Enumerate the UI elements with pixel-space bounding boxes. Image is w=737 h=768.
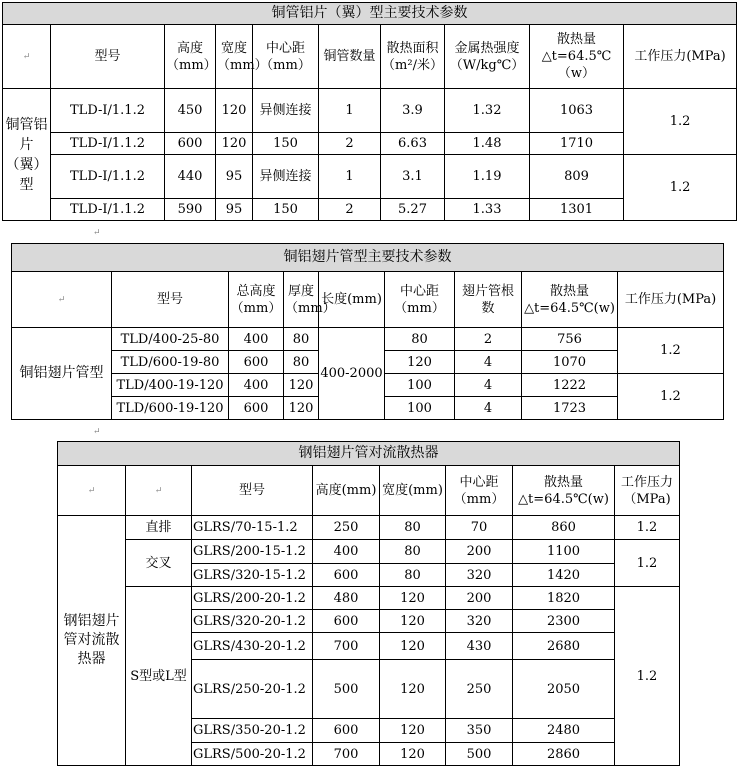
table-cell: 120 xyxy=(284,397,319,420)
table1-pressure: 1.2 xyxy=(624,155,737,221)
table2-title: 铜铝翅片管型主要技术参数 xyxy=(12,244,724,272)
table3-header-model: 型号 xyxy=(192,466,313,516)
table1-title: 铜管铝片（翼）型主要技术参数 xyxy=(3,3,737,25)
table-cell: GLRS/200-15-1.2 xyxy=(192,540,313,564)
table2-header-length: 长度(mm) xyxy=(319,272,385,328)
table1-header-area: 散热面积（m²/米） xyxy=(381,25,445,89)
table2-header-thickness: 厚度（mm） xyxy=(284,272,319,328)
table-cell: 95 xyxy=(216,155,253,199)
table-cell: 250 xyxy=(313,516,380,540)
table-cell: 1.48 xyxy=(445,133,530,155)
table2-header-center: 中心距（mm） xyxy=(385,272,455,328)
table1-header-width: 宽度（mm） xyxy=(216,25,253,89)
table3-sub-sl: S型或L型 xyxy=(126,587,192,766)
table-cell: 600 xyxy=(229,351,284,374)
table-cell: 2050 xyxy=(513,660,615,719)
table-cell: 400 xyxy=(313,540,380,564)
table-cell: GLRS/70-15-1.2 xyxy=(192,516,313,540)
table2-category: 铜铝翅片管型 xyxy=(12,328,112,420)
paragraph-mark: ↵ xyxy=(87,486,96,496)
paragraph-mark: ↵ xyxy=(93,228,101,238)
table3-header-height: 高度(mm) xyxy=(313,466,380,516)
table-cell: 430 xyxy=(446,633,513,660)
table-cell: 500 xyxy=(313,660,380,719)
table-cell: 3.9 xyxy=(381,89,445,133)
table-cell: 1420 xyxy=(513,564,615,587)
table-cell: 150 xyxy=(253,133,319,155)
table-cell: 600 xyxy=(229,397,284,420)
table1-header-tubes: 铜管数量 xyxy=(319,25,381,89)
table3-pressure: 1.2 xyxy=(615,540,680,587)
table-cell: 600 xyxy=(165,133,216,155)
table-cell: 4 xyxy=(455,351,522,374)
table-cell: 480 xyxy=(313,587,380,610)
table-cell: 450 xyxy=(165,89,216,133)
table-cell: GLRS/350-20-1.2 xyxy=(192,719,313,743)
table-cell: 400 xyxy=(229,374,284,397)
table-cell: 80 xyxy=(284,328,319,351)
table-cell: 590 xyxy=(165,199,216,221)
table-copper-aluminum-wing xyxy=(2,2,737,221)
table-cell: 200 xyxy=(446,540,513,564)
table-cell: 1100 xyxy=(513,540,615,564)
table-cell: TLD/400-19-120 xyxy=(112,374,229,397)
table-cell: TLD/600-19-120 xyxy=(112,397,229,420)
table-cell: 120 xyxy=(385,351,455,374)
table-cell: 1063 xyxy=(530,89,624,133)
table-cell: 120 xyxy=(380,610,446,633)
table3-empty-header xyxy=(126,466,192,516)
table-cell: 120 xyxy=(380,660,446,719)
table-cell: 6.63 xyxy=(381,133,445,155)
table-cell: 1.33 xyxy=(445,199,530,221)
table3-header-center: 中心距（mm） xyxy=(446,466,513,516)
table-cell: 120 xyxy=(380,743,446,766)
table3-sub-straight: 直排 xyxy=(126,516,192,540)
table-cell: 2 xyxy=(455,328,522,351)
table-cell: GLRS/320-20-1.2 xyxy=(192,610,313,633)
table3-title: 钢铝翅片管对流散热器 xyxy=(58,442,680,466)
table3-header-pressure: 工作压力（MPa) xyxy=(615,466,680,516)
table-cell: 1820 xyxy=(513,587,615,610)
table-cell: 2300 xyxy=(513,610,615,633)
table-cell: 95 xyxy=(216,199,253,221)
table-cell: 600 xyxy=(313,719,380,743)
table3-category: 钢铝翅片管对流散热器 xyxy=(58,516,126,766)
table-cell: GLRS/250-20-1.2 xyxy=(192,660,313,719)
table2-pressure: 1.2 xyxy=(618,374,724,420)
table-cell: 100 xyxy=(385,374,455,397)
table-cell: 5.27 xyxy=(381,199,445,221)
table3-header-heat: 散热量 △t=64.5℃(w) xyxy=(513,466,615,516)
table-cell: 1710 xyxy=(530,133,624,155)
table-cell: 80 xyxy=(380,564,446,587)
table-cell: 120 xyxy=(216,89,253,133)
table-cell: 120 xyxy=(380,587,446,610)
table-cell: 2480 xyxy=(513,719,615,743)
table2-header-heat: 散热量 △t=64.5℃(w) xyxy=(522,272,618,328)
table2-header-pressure: 工作压力(MPa) xyxy=(618,272,724,328)
table1-header-heat-intensity: 金属热强度（W/kg℃） xyxy=(445,25,530,89)
table-cell: 4 xyxy=(455,374,522,397)
paragraph-mark: ↵ xyxy=(57,295,66,305)
table1-header-model: 型号 xyxy=(51,25,165,89)
table-cell: 440 xyxy=(165,155,216,199)
table-steel-aluminum-convector xyxy=(57,441,680,766)
table-cell: 100 xyxy=(385,397,455,420)
table-cell: 异侧连接 xyxy=(253,89,319,133)
table-cell: 120 xyxy=(284,374,319,397)
table-cell: 3.1 xyxy=(381,155,445,199)
table2-header-total-height: 总高度（mm） xyxy=(229,272,284,328)
table2-header-model: 型号 xyxy=(112,272,229,328)
table-cell: 320 xyxy=(446,610,513,633)
table1-header-height: 高度（mm） xyxy=(165,25,216,89)
table-cell: 600 xyxy=(313,564,380,587)
table-cell: GLRS/430-20-1.2 xyxy=(192,633,313,660)
table-cell: 1070 xyxy=(522,351,618,374)
table-cell: 400 xyxy=(229,328,284,351)
table2-length: 400-2000 xyxy=(319,328,385,420)
table-cell: 1301 xyxy=(530,199,624,221)
table3-pressure: 1.2 xyxy=(615,587,680,766)
table-cell: 756 xyxy=(522,328,618,351)
table-cell: 860 xyxy=(513,516,615,540)
paragraph-mark: ↵ xyxy=(93,427,101,437)
table-cell: 2 xyxy=(319,199,381,221)
table-cell: GLRS/500-20-1.2 xyxy=(192,743,313,766)
table3-pressure: 1.2 xyxy=(615,516,680,540)
table1-header-heat: 散热量 △t=64.5℃（w） xyxy=(530,25,624,89)
paragraph-mark: ↵ xyxy=(154,486,163,496)
table-cell: 2680 xyxy=(513,633,615,660)
table-cell: TLD/400-25-80 xyxy=(112,328,229,351)
table-cell: TLD-Ⅰ/1.1.2 xyxy=(51,89,165,133)
table-copper-aluminum-fin-tube xyxy=(11,243,724,420)
table-cell: 80 xyxy=(380,516,446,540)
table1-category: 铜管铝片（翼）型 xyxy=(3,89,51,221)
table1-header-pressure: 工作压力(MPa) xyxy=(624,25,737,89)
table-cell: 80 xyxy=(385,328,455,351)
table-cell: 120 xyxy=(216,133,253,155)
table-cell: 500 xyxy=(446,743,513,766)
table-cell: TLD/600-19-80 xyxy=(112,351,229,374)
table2-header-tube-count: 翅片管根数 xyxy=(455,272,522,328)
table-cell: 320 xyxy=(446,564,513,587)
table-cell: 150 xyxy=(253,199,319,221)
table-cell: TLD-Ⅰ/1.1.2 xyxy=(51,155,165,199)
table-cell: 250 xyxy=(446,660,513,719)
table-cell: TLD-Ⅰ/1.1.2 xyxy=(51,199,165,221)
table3-empty-header xyxy=(58,466,126,516)
table-cell: 1 xyxy=(319,89,381,133)
table2-pressure: 1.2 xyxy=(618,328,724,374)
table-cell: TLD-Ⅰ/1.1.2 xyxy=(51,133,165,155)
table-cell: 80 xyxy=(284,351,319,374)
table-cell: 1 xyxy=(319,155,381,199)
table-cell: 1222 xyxy=(522,374,618,397)
table1-header-center: 中心距（mm） xyxy=(253,25,319,89)
table-cell: 异侧连接 xyxy=(253,155,319,199)
table-cell: GLRS/200-20-1.2 xyxy=(192,587,313,610)
table-cell: 2 xyxy=(319,133,381,155)
table-cell: 70 xyxy=(446,516,513,540)
table1-pressure: 1.2 xyxy=(624,89,737,155)
table-cell: 1.32 xyxy=(445,89,530,133)
table-cell: 120 xyxy=(380,633,446,660)
table3-header-width: 宽度(mm) xyxy=(380,466,446,516)
table-cell: 2860 xyxy=(513,743,615,766)
table-cell: 1723 xyxy=(522,397,618,420)
table-cell: GLRS/320-15-1.2 xyxy=(192,564,313,587)
table-cell: 600 xyxy=(313,610,380,633)
table-cell: 120 xyxy=(380,719,446,743)
table3-sub-cross: 交叉 xyxy=(126,540,192,587)
table-cell: 4 xyxy=(455,397,522,420)
table1-empty-header xyxy=(3,25,51,89)
table-cell: 700 xyxy=(313,633,380,660)
paragraph-mark: ↵ xyxy=(22,52,31,62)
table-cell: 700 xyxy=(313,743,380,766)
table-cell: 350 xyxy=(446,719,513,743)
table-cell: 1.19 xyxy=(445,155,530,199)
table-cell: 809 xyxy=(530,155,624,199)
table-cell: 80 xyxy=(380,540,446,564)
table-cell: 200 xyxy=(446,587,513,610)
table2-empty-header xyxy=(12,272,112,328)
